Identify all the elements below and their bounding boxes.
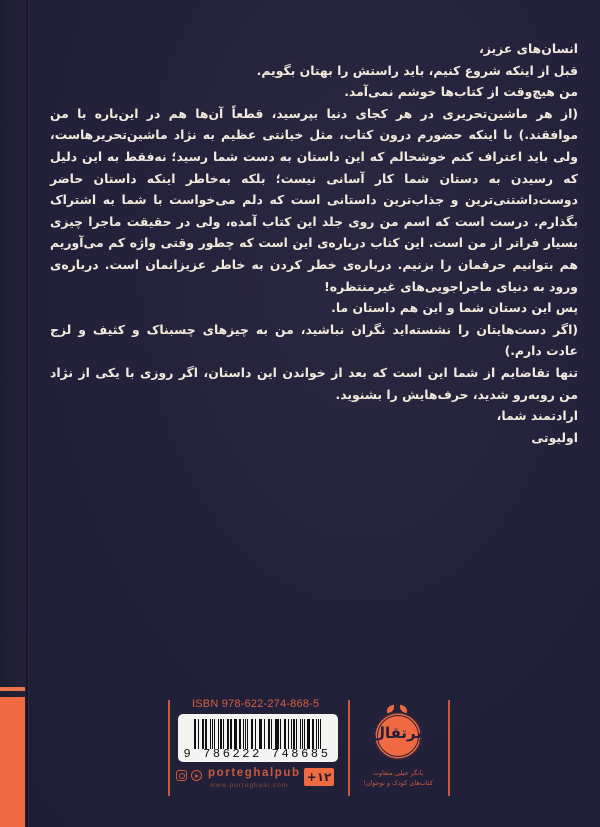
letter-closing: ارادتمند شما، — [496, 408, 578, 424]
telegram-icon — [191, 770, 202, 781]
panel-divider-middle — [348, 700, 350, 796]
social-icons — [176, 770, 202, 781]
letter-line: قبل از اینکه شروع کنیم، باید راستش را بهتان بگویم. — [256, 62, 578, 78]
instagram-icon — [176, 770, 187, 781]
publisher-tagline — [352, 768, 444, 788]
panel-divider-left — [168, 700, 170, 796]
letter-greeting: انسان‌های عزیز، — [479, 41, 578, 56]
tagline-line: کتاب‌های کودک و نوجوان! — [363, 779, 433, 787]
letter-line: پس این دستان شما و این هم داستان ما. — [331, 300, 578, 316]
panel-divider-right — [448, 700, 450, 796]
letter-line: (اگر دست‌هایتان را نشسته‌اید نگران نباشید، من به چیزهای چسبناک و کثیف و لزج عادت دارم.) — [50, 321, 578, 359]
barcode-bars — [194, 719, 324, 749]
letter-line: من هیچ‌وقت از کتاب‌ها خوشم نمی‌آمد. — [344, 84, 578, 100]
isbn-label: ISBN 978-622-274-868-5 — [192, 698, 320, 710]
age-rating-badge: +۱۲ — [304, 768, 334, 786]
barcode — [178, 714, 338, 762]
tagline-line: بانگر خیلی متفاوت — [372, 769, 424, 777]
letter-signature: اولیوتی — [531, 429, 578, 445]
barcode-digits: 9 786222 748685 — [183, 747, 331, 761]
website-url: www.porteghaal.com — [210, 782, 289, 789]
publisher-logo — [365, 704, 426, 758]
social-handle: porteghalpub — [208, 767, 301, 779]
blurb-letter — [50, 38, 578, 448]
letter-line: تنها تقاضایم از شما این است که بعد از خواندن این داستان، اگر روزی با یکی از نژاد من روبه‌رو شدید، حرف‌هایش را بشنوید. — [50, 364, 578, 402]
letter-paragraph: (از هر ماشین‌تحریری در هر کجای دنیا بپرسید، قطعاً آن‌ها هم در این‌باره با من موافقند.) با اینکه حضورم درون کتاب، مثل خیانتی عظیم به نژاد ماشین‌تحریرهاست، ولی باید اعتراف کنم خوشحالم که این داستان به دست شما رسید؛ نه‌فقط به این دلیل که رسیدن به دستان شما کار آسانی نیست؛ بلکه به‌خاطر اینکه داستان حاضر دوست‌داشتنی‌ترین و جذاب‌ترین داستانی است که دلم می‌خواست با شما به اشتراک بگذارم. درست است که اسم من روی جلد این کتاب آمده، ولی در حقیقت ماجرا چیزی بسیار فراتر از من است. این کتاب درباره‌ی این است که چطور وقتی واژه کم می‌آوریم هم بتوانیم حرفمان را بزنیم. درباره‌ی خطر کردن به خاطر عزیزانمان است. درباره‌ی ورود به دنیای ماجراجویی‌های غیرمنتظره! — [50, 105, 578, 294]
publisher-logo-text: پرتقال! — [365, 724, 422, 742]
spine-accent-line — [0, 687, 25, 691]
spine-accent-stripe — [0, 697, 25, 827]
spine-groove — [26, 0, 28, 827]
